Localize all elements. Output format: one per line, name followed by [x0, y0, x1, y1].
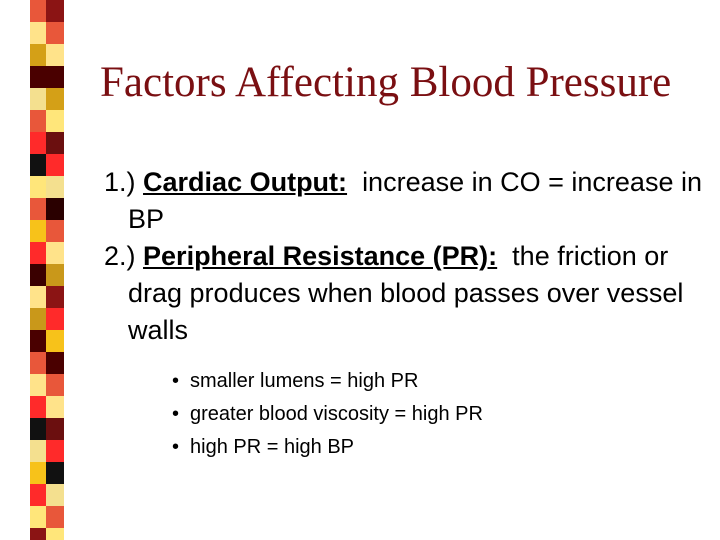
stripe-segment	[30, 264, 46, 286]
stripe-segment	[46, 88, 64, 110]
sub-bullet-item: • smaller lumens = high PR	[172, 365, 704, 398]
stripe-segment	[30, 330, 46, 352]
stripe-segment	[30, 66, 46, 88]
stripe-segment	[46, 396, 64, 418]
stripe-column-right	[46, 0, 64, 540]
point-number: 1.)	[104, 167, 136, 197]
stripe-segment	[30, 0, 46, 22]
stripe-segment	[46, 176, 64, 198]
point-text: increase in CO = increase in BP	[128, 167, 702, 234]
stripe-segment	[46, 528, 64, 540]
stripe-segment	[30, 154, 46, 176]
stripe-segment	[30, 528, 46, 540]
stripe-segment	[30, 22, 46, 44]
stripe-segment	[46, 44, 64, 66]
stripe-segment	[30, 88, 46, 110]
stripe-segment	[30, 220, 46, 242]
slide-title: Factors Affecting Blood Pressure	[100, 59, 672, 106]
stripe-segment	[30, 132, 46, 154]
stripe-segment	[46, 286, 64, 308]
stripe-segment	[46, 198, 64, 220]
stripe-segment	[46, 462, 64, 484]
stripe-segment	[46, 330, 64, 352]
stripe-segment	[30, 198, 46, 220]
stripe-segment	[46, 22, 64, 44]
slide-content	[104, 164, 704, 464]
term-cardiac-output: Cardiac Output:	[143, 167, 348, 197]
stripe-column-left	[30, 0, 46, 540]
stripe-segment	[30, 418, 46, 440]
stripe-segment	[30, 374, 46, 396]
stripe-segment	[30, 286, 46, 308]
point-number: 2.)	[104, 241, 136, 271]
stripe-segment	[46, 418, 64, 440]
stripe-segment	[30, 44, 46, 66]
point-text: the friction or drag produces when blood passes over vessel walls	[128, 241, 684, 345]
stripe-segment	[30, 308, 46, 330]
stripe-segment	[46, 308, 64, 330]
stripe-segment	[46, 0, 64, 22]
stripe-segment	[30, 440, 46, 462]
stripe-segment	[30, 396, 46, 418]
decorative-stripe-bar	[0, 0, 64, 540]
stripe-segment	[30, 242, 46, 264]
sub-bullet-item: • high PR = high BP	[172, 431, 704, 464]
stripe-segment	[30, 506, 46, 528]
stripe-segment	[30, 484, 46, 506]
stripe-segment	[30, 176, 46, 198]
point-peripheral-resistance	[104, 238, 704, 349]
stripe-segment	[46, 154, 64, 176]
stripe-segment	[46, 66, 64, 88]
stripe-segment	[46, 132, 64, 154]
sub-bullet-item: • greater blood viscosity = high PR	[172, 398, 704, 431]
stripe-segment	[46, 440, 64, 462]
point-cardiac-output	[104, 164, 704, 238]
stripe-segment	[46, 242, 64, 264]
sub-bullet-list	[104, 365, 704, 464]
stripe-segment	[46, 264, 64, 286]
term-peripheral-resistance: Peripheral Resistance (PR):	[143, 241, 498, 271]
stripe-segment	[46, 352, 64, 374]
stripe-segment	[30, 352, 46, 374]
stripe-segment	[30, 462, 46, 484]
stripe-segment	[30, 110, 46, 132]
stripe-segment	[46, 374, 64, 396]
stripe-segment	[46, 220, 64, 242]
stripe-segment	[46, 484, 64, 506]
stripe-segment	[46, 110, 64, 132]
stripe-segment	[46, 506, 64, 528]
